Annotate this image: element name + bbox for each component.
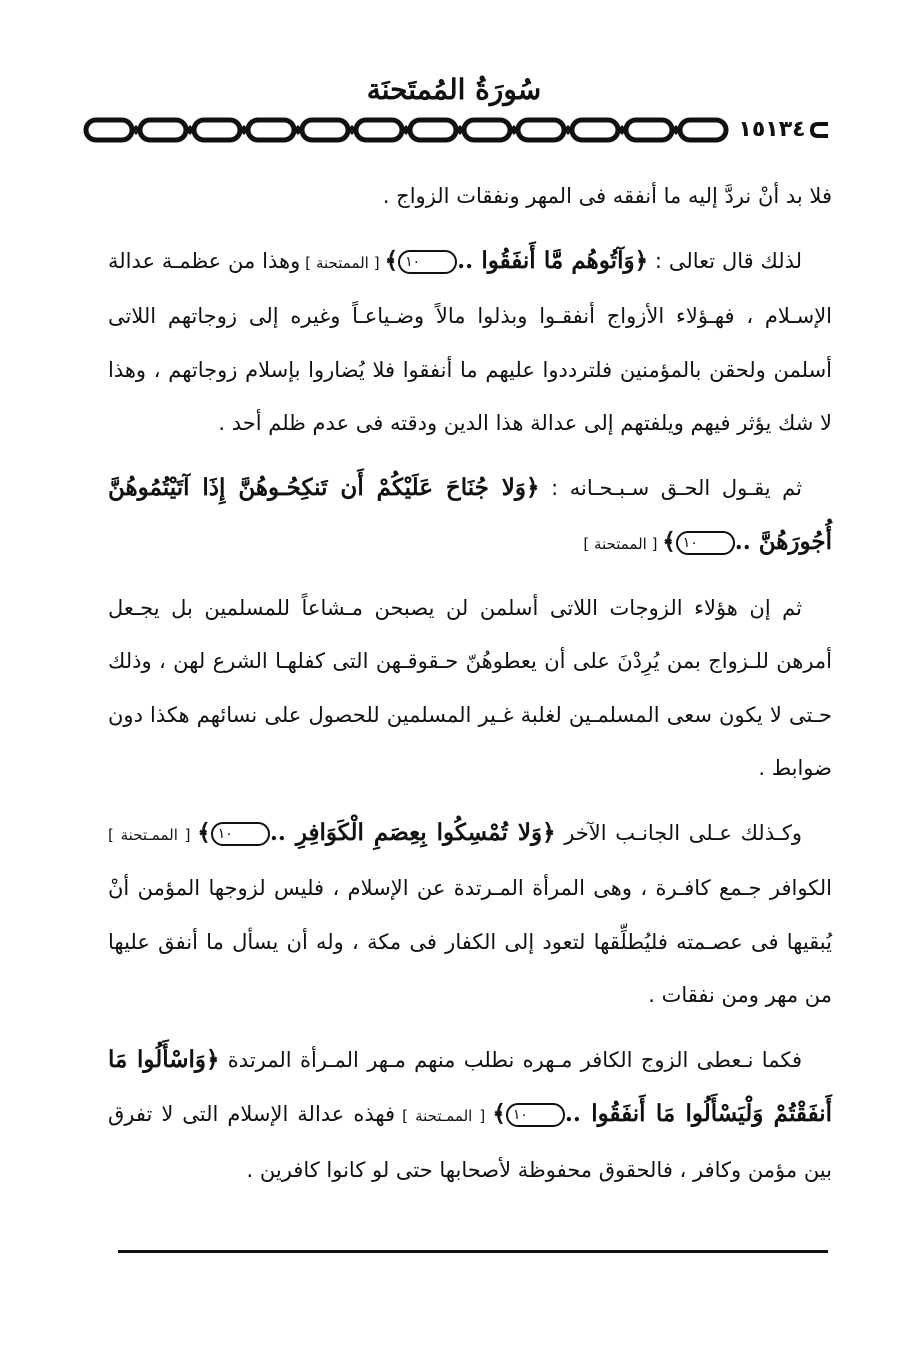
paragraph bbox=[108, 1033, 832, 1198]
ornament-link bbox=[464, 120, 510, 140]
paragraph bbox=[108, 234, 832, 451]
footer-rule bbox=[118, 1250, 828, 1253]
ornament-end-cap-icon bbox=[810, 120, 830, 140]
paragraph-text: وهذا من عظمـة عدالة الإسـلام ، فهـؤلاء الأزواج أنفقـوا وبذلوا مالاً وضـياعـاً وغيره إلى زوجاتهم اللاتى أسلمن ولحقن بالمؤمنين فلترددوا عليهم ما أنفقوا فلا يُضاروا بإسلام زوجاتهم ، وهذا لا شك يؤثر فيهم ويلفتهم إلى عدالة هذا الدين ودقته فى عدم ظلم أحد . bbox=[108, 248, 832, 435]
ornament-link bbox=[518, 120, 564, 140]
sura-title: سُورَةُ المُمتَحنَة bbox=[366, 73, 542, 106]
ornament-link bbox=[410, 120, 456, 140]
paragraph-text: فلا بد أنْ نردَّ إليه ما أنفقه فى المهر ونفقات الزواج . bbox=[382, 184, 832, 208]
quran-verse: ﴿وَلا تُمْسِكُوا بِعِصَمِ الْكَوَافِرِ .. bbox=[269, 818, 556, 846]
quran-verse: ﴿وَآتُوهُم مَّا أَنفَقُوا .. bbox=[457, 246, 649, 274]
page-number: ١٥١٣٤ bbox=[738, 117, 806, 142]
paragraph-text: ثم يقـول الحـق سـبـحـانه : bbox=[539, 475, 802, 500]
paragraph bbox=[108, 461, 832, 572]
quran-verse: ﴿وَاسْأَلُوا مَا أَنفَقْتُمْ وَلْيَسْأَلُوا مَا أَنفَقُوا .. bbox=[108, 1045, 832, 1127]
ornament-link bbox=[140, 120, 186, 140]
ayah-number-badge: ١٠ bbox=[506, 1103, 565, 1127]
ornament-chain-icon bbox=[82, 112, 732, 148]
sura-reference: [ الممتحنة ] bbox=[583, 535, 663, 553]
ornament-link bbox=[626, 120, 672, 140]
paragraph-text: فهذه عدالة الإسلام التى لا تفرق بين مؤمن وكافر ، فالحقوق محفوظة لأصحابها حتى لو كانوا كافرين . bbox=[108, 1102, 832, 1182]
quran-verse: ﴾ bbox=[197, 818, 211, 846]
quran-verse: ﴿وَلا جُنَاحَ عَلَيْكُمْ أَن تَنكِحُـوهُنَّ إِذَا آتَيْتُمُوهُنَّ أُجُورَهُنَّ .. bbox=[108, 473, 832, 555]
paragraph bbox=[108, 582, 832, 796]
ayah-number-badge: ١٠ bbox=[211, 822, 270, 846]
sura-reference: [ الممـتحنة ] bbox=[395, 1107, 493, 1125]
paragraph bbox=[108, 806, 832, 1023]
paragraph-text: الكوافر جـمع كافـرة ، وهى المرأة المـرتدة عن الإسلام ، فليس لزوجها المؤمن أنْ يُبقيها فى عصـمته فليُطلِّقها لتعود إلى الكفار فى مكة ، وله أن يسأل ما أنفق عليها من مهر ومن نفقات . bbox=[108, 876, 832, 1007]
ornament-link bbox=[572, 120, 618, 140]
paragraph-text: وكـذلك عـلى الجانـب الآخر bbox=[555, 820, 803, 845]
ayah-number-badge: ١٠ bbox=[398, 250, 457, 274]
paragraph-text: لذلك قال تعالى : bbox=[648, 248, 803, 273]
ayah-number-badge: ١٠ bbox=[676, 531, 735, 555]
paragraph bbox=[108, 170, 832, 224]
header-band bbox=[82, 112, 830, 148]
quran-verse: ﴾ bbox=[384, 246, 399, 274]
quran-verse: ﴾ bbox=[662, 528, 676, 555]
body-text bbox=[108, 170, 832, 1207]
ornament-link bbox=[194, 120, 240, 140]
paragraph-text: فكما نـعطى الزوج الكافر مـهره نطلب منهم مـهر المـرأة المرتدة bbox=[219, 1047, 802, 1072]
quran-verse: ﴾ bbox=[492, 1100, 506, 1127]
paragraph-text: ثم إن هؤلاء الزوجات اللاتى أسلمن لن يصبحن مـشاعاً للمسلمين بل يجـعل أمرهن للـزواج بمن يُرِدْنَ على أن يعطوهُنّ حـقوقـهن التى كفلهـا الشرع لهن ، وذلك حـتى لا يكون سعى المسلمـين لغلبة غـير المسلمين للحصول على نسائهم هكذا دون ضوابط . bbox=[108, 595, 832, 780]
ornament-link bbox=[356, 120, 402, 140]
ornament-link bbox=[248, 120, 294, 140]
ornament-link bbox=[302, 120, 348, 140]
sura-reference: [ الممتحنة ] bbox=[300, 253, 385, 272]
sura-reference: [ الممـتحنة ] bbox=[108, 825, 198, 844]
ornament-link bbox=[680, 120, 726, 140]
ornament-link bbox=[86, 120, 132, 140]
